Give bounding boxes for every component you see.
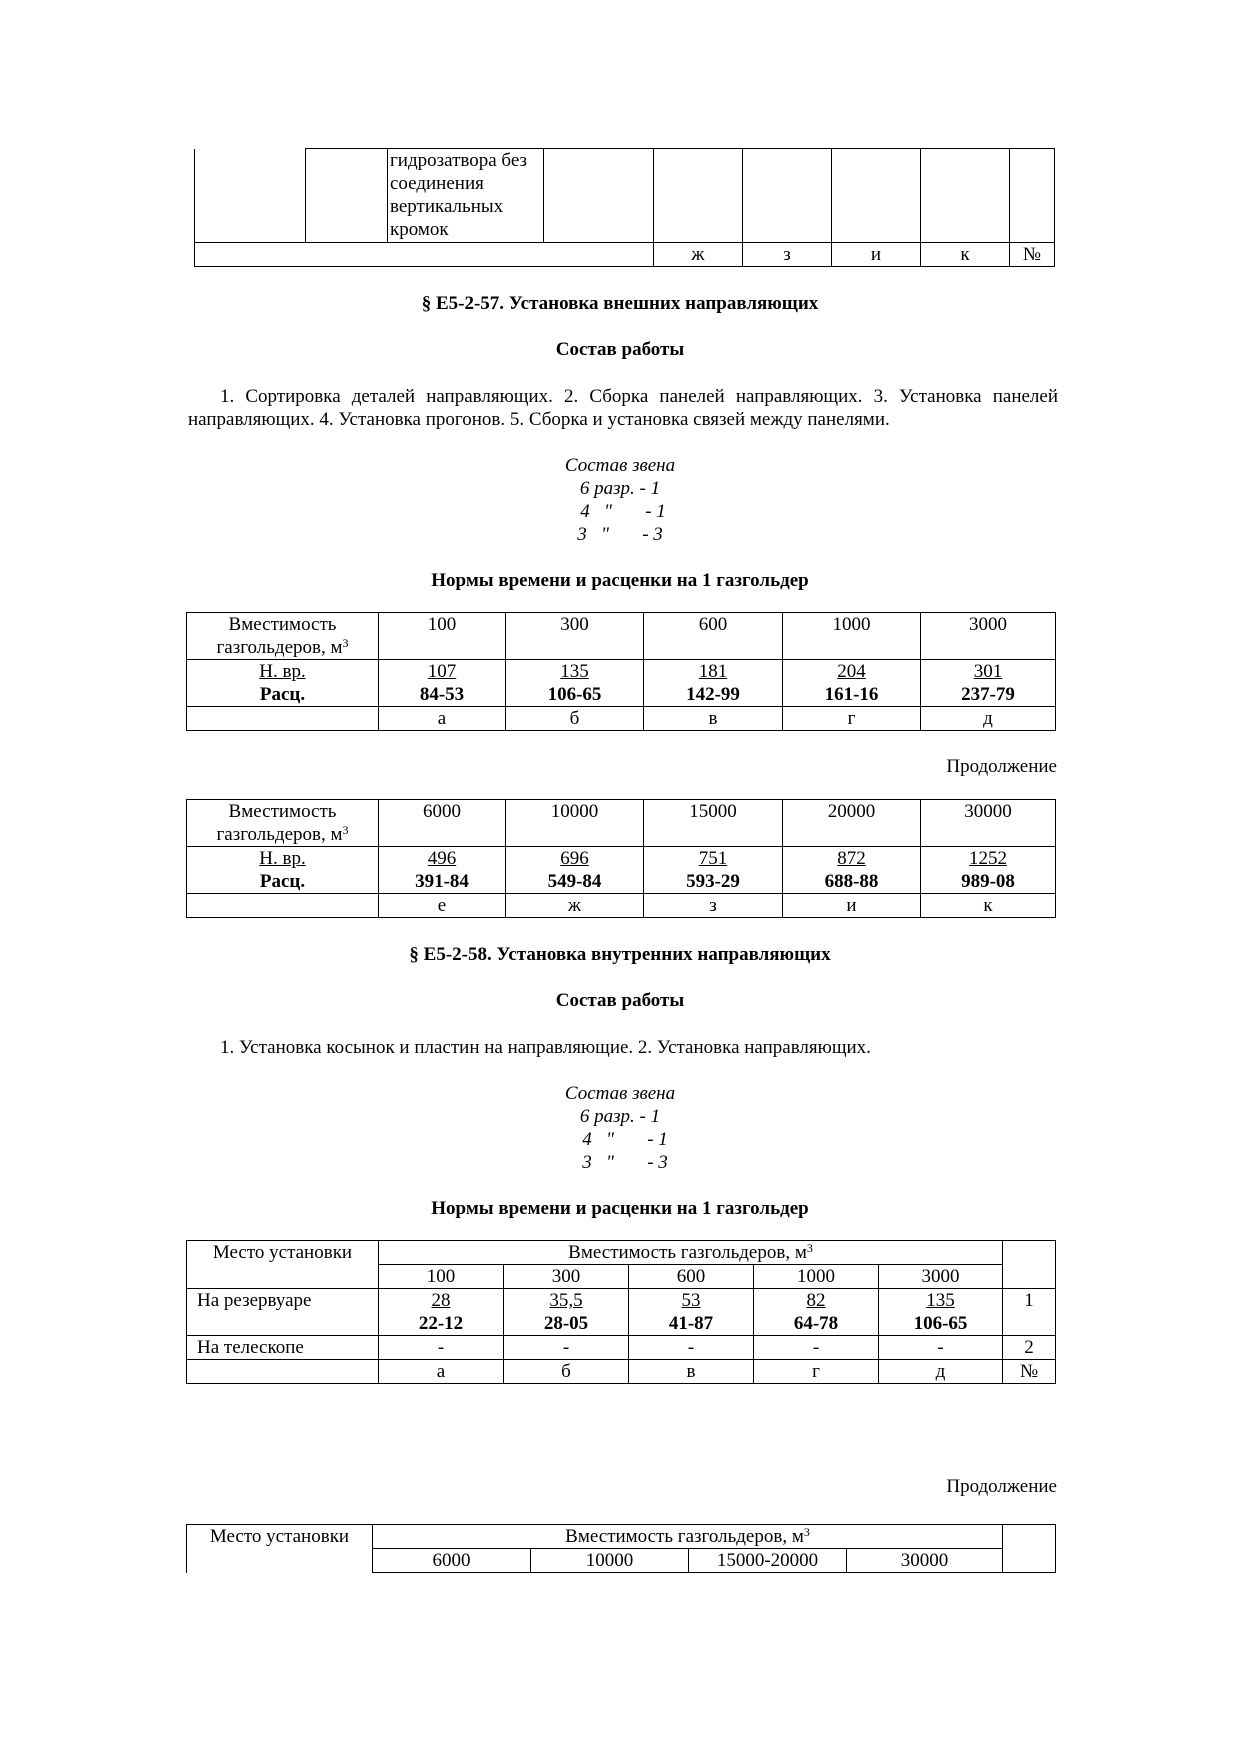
crew-line-text: 6 разр. - 1 bbox=[579, 478, 661, 499]
norm-cell bbox=[783, 847, 921, 894]
place-name: На телескопе bbox=[187, 1336, 379, 1360]
top-text-line: кромок bbox=[390, 219, 449, 240]
crew-line bbox=[0, 1151, 1240, 1174]
norm-time: 696 bbox=[560, 848, 589, 869]
norm-rate: 989-08 bbox=[961, 871, 1015, 892]
capacity-label-line1: Вместимость bbox=[228, 801, 337, 822]
capacity-label bbox=[187, 613, 379, 660]
unit-superscript: 3 bbox=[803, 1525, 810, 1539]
section-58-norms-heading: Нормы времени и расценки на 1 газгольдер bbox=[431, 1198, 809, 1219]
capacity-value: 6000 bbox=[373, 1549, 531, 1573]
section-57-title: § Е5-2-57. Установка внешних направляющих bbox=[421, 293, 819, 314]
continuation-label-58: Продолжение bbox=[946, 1476, 1057, 1497]
section-58-work-text bbox=[188, 1036, 1058, 1059]
capacity-value: 10000 bbox=[506, 800, 644, 847]
norm-rate-label: Расц. bbox=[259, 684, 306, 705]
norm-cell bbox=[879, 1289, 1003, 1336]
column-code: б bbox=[504, 1360, 629, 1384]
norm-rate: 237-79 bbox=[961, 684, 1015, 705]
norm-cell bbox=[504, 1289, 629, 1336]
capacity-label-line2 bbox=[191, 823, 374, 846]
norm-cell bbox=[754, 1289, 879, 1336]
column-code: ж bbox=[506, 894, 644, 918]
norm-time: 28 bbox=[431, 1290, 451, 1311]
norm-dash: - bbox=[879, 1336, 1003, 1360]
norm-time: 751 bbox=[698, 848, 728, 869]
top-text-line: вертикальных bbox=[390, 196, 504, 217]
capacity-value: 1000 bbox=[783, 613, 921, 660]
unit-superscript: 3 bbox=[806, 1241, 813, 1255]
section-57-work-text bbox=[188, 385, 1058, 431]
crew-line bbox=[0, 523, 1240, 546]
norm-cell bbox=[629, 1289, 754, 1336]
place-label: Место установки bbox=[187, 1525, 373, 1573]
capacity-header-text: Вместимость газгольдеров, м bbox=[565, 1526, 804, 1547]
norm-rate: 549-84 bbox=[547, 871, 602, 892]
norm-rate: 64-78 bbox=[793, 1313, 839, 1334]
norm-dash: - bbox=[379, 1336, 504, 1360]
crew-line-text: 4 " - 1 bbox=[582, 1129, 668, 1150]
column-code: и bbox=[783, 894, 921, 918]
norm-time: 872 bbox=[837, 848, 866, 869]
norm-label bbox=[187, 660, 379, 707]
norm-time: 301 bbox=[973, 661, 1003, 682]
norm-rate: 161-16 bbox=[824, 684, 879, 705]
norm-time-label: Н. вр. bbox=[259, 661, 306, 682]
norm-dash: - bbox=[754, 1336, 879, 1360]
unit-superscript: 3 bbox=[342, 636, 349, 650]
top-code: к bbox=[921, 243, 1010, 267]
crew-line bbox=[0, 1128, 1240, 1151]
column-code: з bbox=[644, 894, 783, 918]
norm-rate-label: Расц. bbox=[259, 871, 306, 892]
norm-time: 35,5 bbox=[549, 1290, 583, 1311]
top-code: з bbox=[743, 243, 832, 267]
top-text-line: гидрозатвора без bbox=[390, 150, 527, 171]
norm-time: 53 bbox=[681, 1290, 701, 1311]
top-code: № bbox=[1010, 243, 1055, 267]
section-58-title: § Е5-2-58. Установка внутренних направляющих bbox=[409, 944, 831, 965]
capacity-value: 1000 bbox=[754, 1265, 879, 1289]
crew-title: Состав звена bbox=[564, 1083, 676, 1104]
capacity-value: 100 bbox=[379, 613, 506, 660]
column-code: г bbox=[754, 1360, 879, 1384]
column-code: г bbox=[783, 707, 921, 731]
crew-line-text: 4 " - 1 bbox=[580, 501, 666, 522]
norm-cell bbox=[921, 660, 1056, 707]
column-code: а bbox=[379, 707, 506, 731]
code-empty bbox=[187, 707, 379, 731]
capacity-header-text: Вместимость газгольдеров, м bbox=[568, 1242, 807, 1263]
row-number: 1 bbox=[1003, 1289, 1056, 1336]
norms-table-57-2 bbox=[186, 799, 1056, 918]
norm-cell bbox=[379, 660, 506, 707]
capacity-value: 300 bbox=[506, 613, 644, 660]
norm-rate: 22-12 bbox=[418, 1313, 464, 1334]
capacity-label-text: газгольдеров, м bbox=[216, 637, 343, 658]
crew-line bbox=[0, 477, 1240, 500]
norms-table-57-1 bbox=[186, 612, 1056, 731]
top-cell-empty-7 bbox=[921, 149, 1010, 243]
section-58-crew bbox=[0, 1082, 1240, 1174]
capacity-value: 15000 bbox=[644, 800, 783, 847]
top-cell-empty-5 bbox=[743, 149, 832, 243]
norm-cell bbox=[783, 660, 921, 707]
section-57-work-paragraph: 1. Сортировка деталей направляющих. 2. Сборка панелей направляющих. 3. Установка панелей направляющих. 4. Установка прогонов. 5. Сборка и установка связей между панелями. bbox=[188, 386, 1058, 430]
top-text-line: соединения bbox=[390, 173, 484, 194]
norm-cell bbox=[379, 1289, 504, 1336]
norms-table-58-1 bbox=[186, 1240, 1056, 1384]
top-cell-empty-6 bbox=[832, 149, 921, 243]
norm-rate: 106-65 bbox=[913, 1313, 968, 1334]
capacity-value: 3000 bbox=[879, 1265, 1003, 1289]
crew-line bbox=[0, 1105, 1240, 1128]
place-name: На резервуаре bbox=[187, 1289, 379, 1336]
norm-rate: 593-29 bbox=[686, 871, 740, 892]
column-code: б bbox=[506, 707, 644, 731]
norm-rate: 41-87 bbox=[668, 1313, 714, 1334]
capacity-label bbox=[187, 800, 379, 847]
norm-time: 181 bbox=[698, 661, 728, 682]
section-57-norms-heading: Нормы времени и расценки на 1 газгольдер bbox=[431, 570, 809, 591]
capacity-value: 30000 bbox=[847, 1549, 1003, 1573]
capacity-value: 15000-20000 bbox=[689, 1549, 847, 1573]
section-58-work-paragraph: 1. Установка косынок и пластин на направляющие. 2. Установка направляющих. bbox=[220, 1037, 871, 1058]
capacity-value: 10000 bbox=[531, 1549, 689, 1573]
column-code: д bbox=[921, 707, 1056, 731]
capacity-value: 600 bbox=[644, 613, 783, 660]
capacity-label-line1: Вместимость bbox=[228, 614, 337, 635]
norm-time: 204 bbox=[837, 661, 866, 682]
capacity-value: 3000 bbox=[921, 613, 1056, 660]
top-cell-empty-1 bbox=[195, 149, 306, 243]
norm-time: 135 bbox=[926, 1290, 955, 1311]
column-code: в bbox=[644, 707, 783, 731]
capacity-label-line2 bbox=[191, 636, 374, 659]
capacity-value: 600 bbox=[629, 1265, 754, 1289]
column-code: № bbox=[1003, 1360, 1056, 1384]
norm-cell bbox=[644, 660, 783, 707]
capacity-value: 100 bbox=[379, 1265, 504, 1289]
section-57-work-heading: Состав работы bbox=[555, 339, 685, 360]
capacity-value: 20000 bbox=[783, 800, 921, 847]
norm-time: 82 bbox=[806, 1290, 826, 1311]
top-code: ж bbox=[654, 243, 743, 267]
norm-dash: - bbox=[629, 1336, 754, 1360]
norm-time: 107 bbox=[427, 661, 457, 682]
norm-cell bbox=[506, 847, 644, 894]
norm-label bbox=[187, 847, 379, 894]
section-57-crew bbox=[0, 454, 1240, 546]
row-number: 2 bbox=[1003, 1336, 1056, 1360]
norm-cell bbox=[644, 847, 783, 894]
norm-cell bbox=[506, 660, 644, 707]
norm-cell bbox=[379, 847, 506, 894]
norm-time: 135 bbox=[560, 661, 589, 682]
norm-time: 496 bbox=[427, 848, 457, 869]
norm-rate: 28-05 bbox=[543, 1313, 589, 1334]
norm-rate: 84-53 bbox=[419, 684, 465, 705]
column-code: в bbox=[629, 1360, 754, 1384]
top-code-empty bbox=[195, 243, 654, 267]
capacity-header bbox=[373, 1525, 1003, 1549]
column-code: а bbox=[379, 1360, 504, 1384]
norm-rate: 391-84 bbox=[415, 871, 469, 892]
norm-rate: 688-88 bbox=[824, 871, 879, 892]
norm-dash: - bbox=[504, 1336, 629, 1360]
norm-rate: 106-65 bbox=[547, 684, 602, 705]
top-cell-empty-8 bbox=[1010, 149, 1055, 243]
norm-rate: 142-99 bbox=[686, 684, 740, 705]
crew-line bbox=[0, 500, 1240, 523]
top-cell-empty-3 bbox=[544, 149, 654, 243]
code-empty bbox=[187, 894, 379, 918]
norm-time-label: Н. вр. bbox=[259, 848, 306, 869]
top-table bbox=[194, 148, 1055, 267]
top-cell-empty-4 bbox=[654, 149, 743, 243]
crew-line-text: 3 " - 3 bbox=[582, 1152, 668, 1173]
crew-line-text: 6 разр. - 1 bbox=[579, 1106, 661, 1127]
norm-cell bbox=[921, 847, 1056, 894]
top-code: и bbox=[832, 243, 921, 267]
top-cell-description bbox=[388, 149, 544, 243]
section-58-work-heading: Состав работы bbox=[555, 990, 685, 1011]
crew-line-text: 3 " - 3 bbox=[577, 524, 663, 545]
num-header-empty bbox=[1003, 1525, 1056, 1573]
continuation-label-57: Продолжение bbox=[946, 756, 1057, 777]
column-code: е bbox=[379, 894, 506, 918]
top-cell-empty-2 bbox=[306, 149, 388, 243]
column-code: к bbox=[921, 894, 1056, 918]
crew-title: Состав звена bbox=[564, 455, 676, 476]
capacity-value: 6000 bbox=[379, 800, 506, 847]
capacity-header bbox=[379, 1241, 1003, 1265]
norms-table-58-2 bbox=[186, 1524, 1056, 1573]
num-header-empty bbox=[1003, 1241, 1056, 1289]
capacity-value: 30000 bbox=[921, 800, 1056, 847]
norm-time: 1252 bbox=[969, 848, 1007, 869]
place-label: Место установки bbox=[187, 1241, 379, 1289]
code-empty bbox=[187, 1360, 379, 1384]
unit-superscript: 3 bbox=[342, 823, 349, 837]
capacity-label-text: газгольдеров, м bbox=[216, 824, 343, 845]
capacity-value: 300 bbox=[504, 1265, 629, 1289]
column-code: д bbox=[879, 1360, 1003, 1384]
